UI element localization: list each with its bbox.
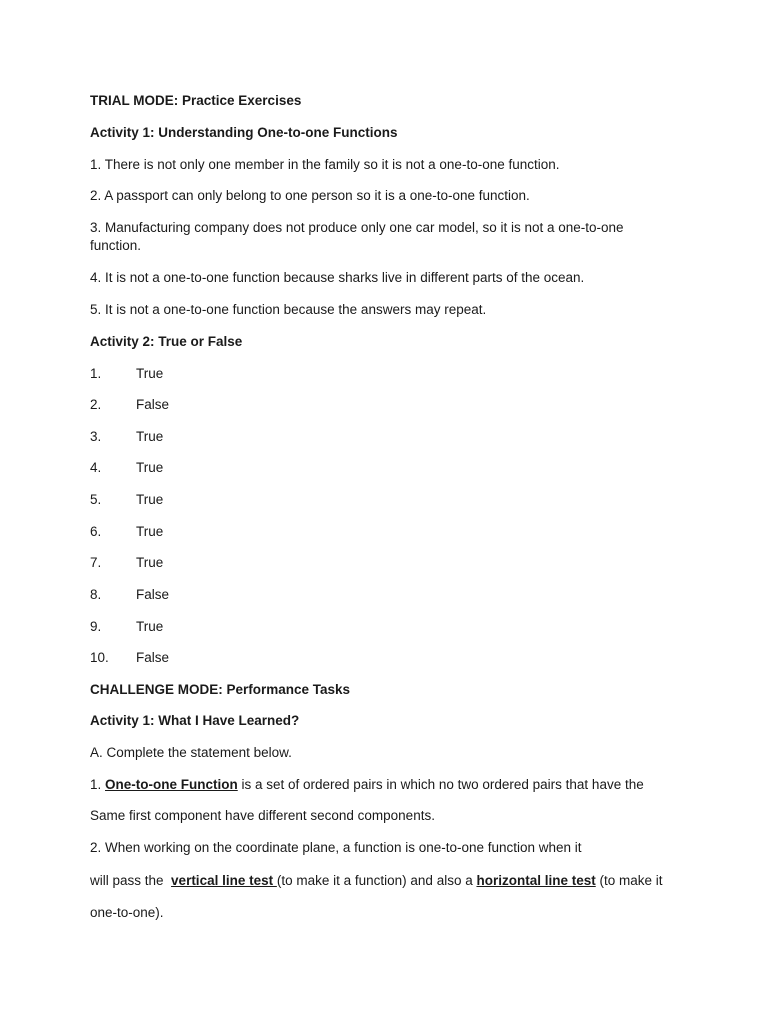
tf-number: 1.	[90, 366, 102, 381]
tf-row	[90, 554, 163, 572]
tf-number: 5.	[90, 492, 102, 507]
question-1	[90, 776, 644, 794]
activity1-item-5: 5. It is not a one-to-one function because the answers may repeat.	[90, 302, 487, 317]
question-2-line2	[90, 872, 663, 890]
tf-answer: True	[136, 429, 164, 444]
page-header: TRIAL MODE: Practice Exercises	[90, 93, 302, 108]
tf-number: 9.	[90, 619, 102, 634]
tf-answer: False	[136, 397, 170, 412]
activity1-item-3: 3. Manufacturing company does not produce only one car model, so it is not a one-to-one function.	[90, 220, 624, 253]
tf-number: 6.	[90, 524, 102, 539]
tf-row	[90, 365, 163, 383]
tf-number: 4.	[90, 460, 102, 475]
q1-answer: One-to-one Function	[105, 777, 238, 792]
tf-row	[90, 491, 163, 509]
tf-answer: True	[136, 492, 164, 507]
q1-rest: is a set of ordered pairs in which no two ordered pairs that have the	[237, 777, 644, 792]
tf-row	[90, 396, 169, 414]
activity2-title: Activity 2: True or False	[90, 334, 243, 349]
question-2-line3: one-to-one).	[90, 905, 164, 920]
q2-mid: (to make it a function) and also a	[276, 873, 477, 888]
tf-answer: True	[136, 619, 164, 634]
q2-pre: will pass the	[90, 873, 172, 888]
tf-answer: True	[136, 460, 164, 475]
question-1-line2: Same first component have different second components.	[90, 808, 435, 823]
tf-row	[90, 428, 163, 446]
challenge-instruction: A. Complete the statement below.	[90, 745, 292, 760]
tf-number: 7.	[90, 555, 102, 570]
q1-prefix: 1.	[90, 777, 106, 792]
tf-answer: False	[136, 650, 170, 665]
challenge-header: CHALLENGE MODE: Performance Tasks	[90, 682, 351, 697]
question-2: 2. When working on the coordinate plane, a function is one-to-one function when it	[90, 840, 582, 855]
tf-answer: False	[136, 587, 170, 602]
tf-row	[90, 523, 163, 541]
tf-row	[90, 586, 169, 604]
activity1-title: Activity 1: Understanding One-to-one Functions	[90, 125, 398, 140]
tf-row	[90, 618, 163, 636]
tf-answer: True	[136, 366, 164, 381]
activity1-item-1: 1. There is not only one member in the family so it is not a one-to-one function.	[90, 157, 560, 172]
tf-row	[90, 649, 169, 667]
tf-row	[90, 459, 163, 477]
tf-number: 8.	[90, 587, 102, 602]
q2-answer-horizontal: horizontal line test	[476, 873, 596, 888]
challenge-activity-title: Activity 1: What I Have Learned?	[90, 713, 300, 728]
tf-number: 10.	[90, 650, 109, 665]
q2-answer-vertical: vertical line test	[171, 873, 277, 888]
activity1-item-2: 2. A passport can only belong to one person so it is a one-to-one function.	[90, 188, 530, 203]
tf-answer: True	[136, 555, 164, 570]
tf-number: 2.	[90, 397, 102, 412]
activity1-item-4: 4. It is not a one-to-one function because sharks live in different parts of the ocean.	[90, 270, 585, 285]
tf-number: 3.	[90, 429, 102, 444]
tf-answer: True	[136, 524, 164, 539]
q2-post: (to make it	[595, 873, 663, 888]
